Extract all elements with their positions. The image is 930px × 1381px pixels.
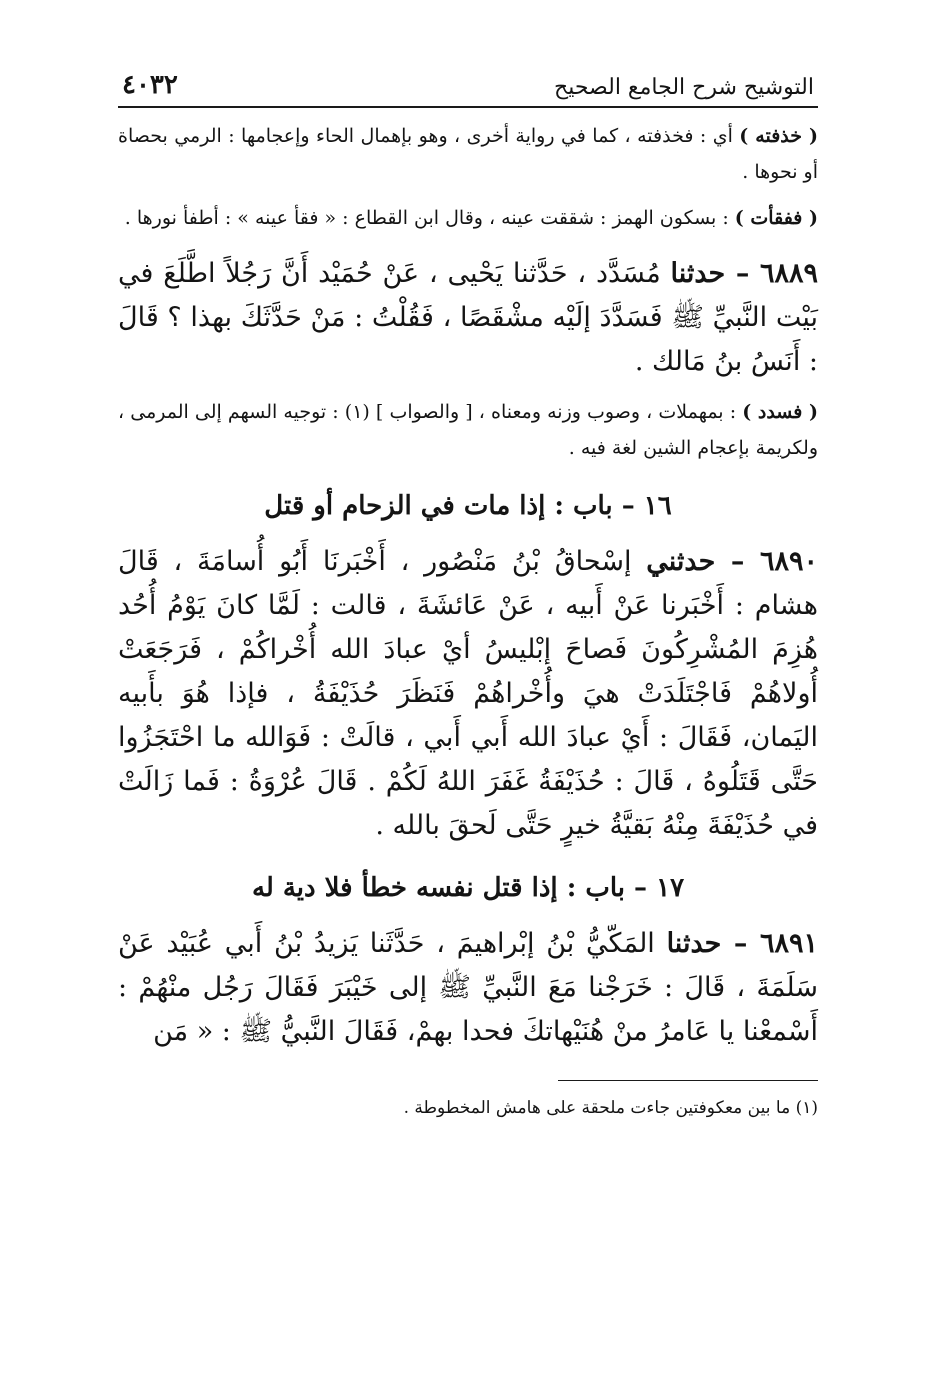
hadith-6890 [118, 540, 818, 848]
hadith-text: المَكّيُّ بْنُ إبْراهيمَ ، حَدَّثَنا يَزيدُ بْنُ أَبي عُبَيْد عَنْ سَلَمَةَ ، قَالَ : خَرَجْنا مَعَ النَّبيِّ ﷺ إلى خَيْبَرَ فَقَالَ رَجُل منْهُمْ : أَسْمعْنا يا عَامرُ منْ هُنَيْهاتكَ فحدا بهمْ، فَقَالَ النَّبيُّ ﷺ : « مَن [118, 928, 818, 1047]
hadith-lead: ٦٨٨٩ – حدثنا [670, 258, 818, 289]
note-text: أي : فخذفته ، كما في رواية أخرى ، وهو بإهمال الحاء وإعجامها : الرمي بحصاة أو نحوها . [118, 125, 818, 183]
footnote: (١) ما بين معكوفتين جاءت ملحقة على هامش المخطوطة . [403, 1098, 818, 1118]
hadith-text: إسْحاقُ بْنُ مَنْصُور ، أَخْبَرنَا أَبُو أُسامَةَ ، قَالَ هشام : أَخْبَرنا عَنْ أَبيه ، عَنْ عَائشَةَ ، قالت : لَمَّا كانَ يَوْمُ أُحُد هُزِمَ المُشْرِكُونَ فَصاحَ إبْليسُ أيْ عبادَ الله أُخْراكُمْ ، فَرَجَعَتْ أُولاهُمْ فَاجْتَلَدَتْ هيَ وأُخْراهُمْ فَنَظَرَ حُذَيْفَةُ ، فإذا هُوَ بأَبيه اليَمان، فَقَالَ : أَيْ عبادَ الله أَبي أَبي ، قالَتْ : فَوَالله ما احْتَجَزُوا حَتَّى قَتَلُوهُ ، قَالَ : حُذَيْفَةُ غَفَرَ اللهُ لَكُمْ . قَالَ عُرْوَةُ : فَما زَالَتْ في حُذَيْفَةَ مِنْهُ بَقيَّةُ خيرٍ حَتَّى لَحقَ بالله . [118, 546, 818, 841]
running-title: التوشيح شرح الجامع الصحيح [554, 75, 814, 100]
hadith-6889 [118, 252, 818, 384]
note-term: ( ففقأت ) [734, 207, 818, 229]
hadith-lead: ٦٨٩١ – حدثنا [666, 928, 818, 959]
chapter-heading-17: ١٧ – باب : إذا قتل نفسه خطأ فلا دية له [251, 873, 685, 903]
hadith-6891 [118, 922, 818, 1054]
hadith-text: مُسَدَّد ، حَدَّثنا يَحْيى ، عَنْ حُمَيْد أَنَّ رَجُلاً اطَّلَعَ في بَيْت النَّبيِّ ﷺ فَسَدَّدَ إلَيْه مشْقَصًا ، فَقُلْتُ : مَنْ حَدَّثَكَ بهذا ؟ قَالَ : أَنَسُ بنُ مَالك . [118, 258, 818, 377]
note-fafaqa-at [118, 200, 818, 236]
page-header [118, 60, 818, 108]
note-khadhafathu [118, 118, 818, 190]
book-page [118, 60, 818, 1123]
chapter-heading-16: ١٦ – باب : إذا مات في الزحام أو قتل [264, 491, 672, 521]
note-text: : بسكون الهمز : شققت عينه ، وقال ابن القطاع : « فقأ عينه » : أطفأ نورها . [124, 207, 735, 229]
hadith-lead: ٦٨٩٠ – حدثني [646, 546, 818, 577]
note-term: ( فسدد ) [742, 401, 819, 423]
page-number: ٤٠٣٢ [122, 70, 178, 100]
note-fasaddad [118, 394, 818, 466]
footnote-divider [558, 1080, 818, 1081]
note-text: : بمهملات ، وصوب وزنه ومعناه ، [ والصواب ] (١) : توجيه السهم إلى المرمى ، ولكريمة بإعجام الشين لغة فيه . [118, 401, 818, 459]
note-term: ( خذفته ) [739, 125, 818, 147]
